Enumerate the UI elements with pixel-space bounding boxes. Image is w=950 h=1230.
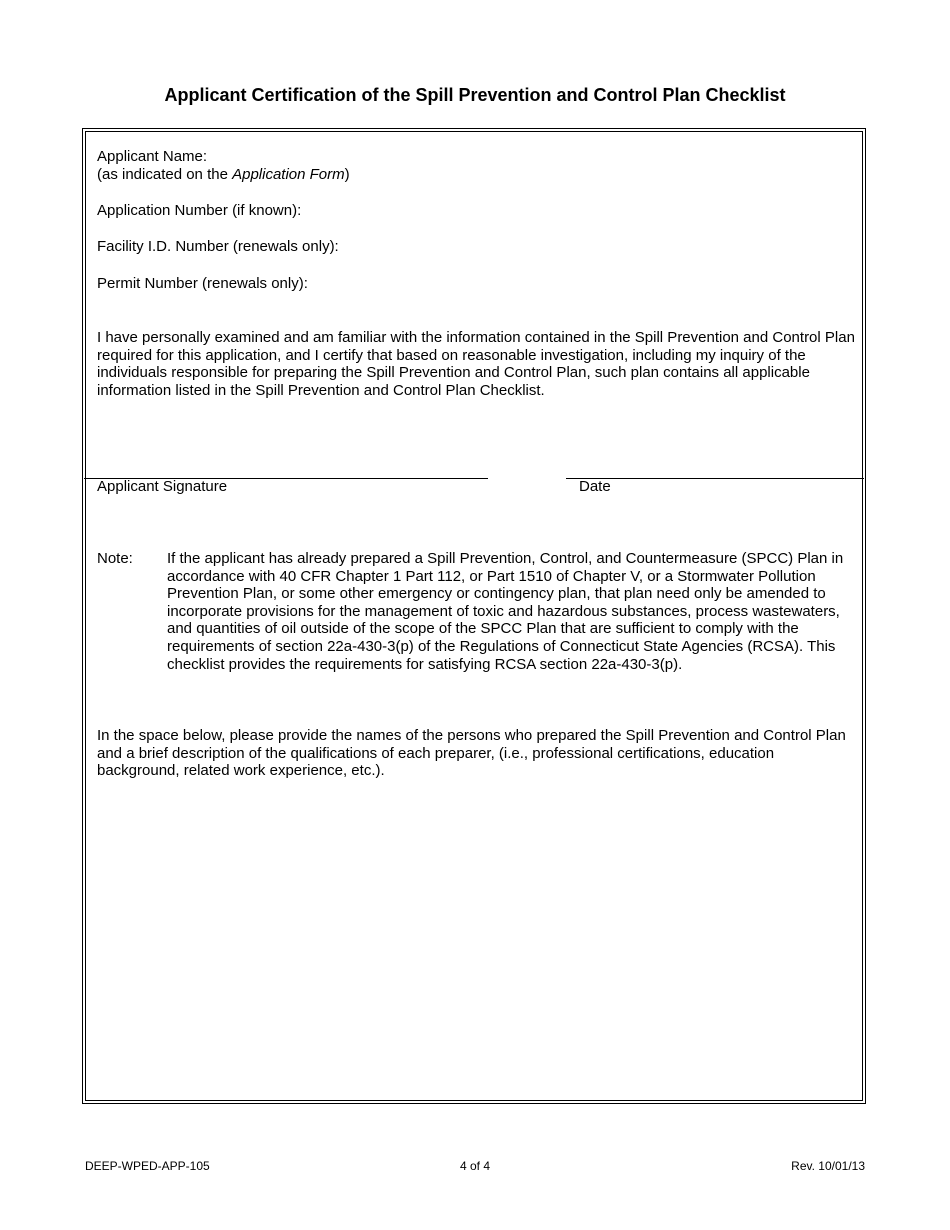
application-number-label: Application Number (if known):	[97, 202, 302, 219]
hint-italic: Application Form	[232, 166, 345, 183]
note-text: If the applicant has already prepared a Spill Prevention, Control, and Countermeasure (SPCC) Plan in accordance with 40 CFR Chapter 1 Part 112, or Part 1510 of Chapter V, or a Stormwater Pollution Prevention Plan, or some other emergency or contingency plan, that plan need only be amended to incorporate provisions for the management of toxic and hazardous substances, process wastewaters, and quantities of oil outside of the scope of the SPCC Plan that are sufficient to comply with the requirements of section 22a-430-3(p) of the Regulations of Connecticut State Agencies (RCSA). This checklist provides the requirements for satisfying RCSA section 22a-430-3(p).	[167, 550, 844, 673]
page-title: Applicant Certification of the Spill Prevention and Control Plan Checklist	[164, 85, 786, 105]
hint-prefix: (as indicated on the	[97, 166, 233, 183]
date-label: Date	[579, 478, 611, 495]
preparers-instruction: In the space below, please provide the names of the persons who prepared the Spill Prevention and Control Plan and a brief description of the qualifications of each preparer, (i.e., professional certifications, education background, related work experience, etc.).	[97, 727, 846, 780]
footer-form-id: DEEP-WPED-APP-105	[85, 1159, 210, 1173]
permit-number-label: Permit Number (renewals only):	[97, 275, 308, 292]
applicant-name-label: Applicant Name:	[97, 148, 208, 165]
footer-page-number: 4 of 4	[459, 1159, 491, 1173]
applicant-signature-label: Applicant Signature	[97, 478, 228, 495]
footer-revision: Rev. 10/01/13	[791, 1159, 865, 1173]
hint-suffix: )	[344, 166, 350, 183]
certification-statement: I have personally examined and am familiar with the information contained in the Spill Prevention and Control Plan required for this application, and I certify that based on reasonable investigation, including my inquiry of the individuals responsible for preparing the Spill Prevention and Control Plan, such plan contains all applicable information listed in the Spill Prevention and Control Plan Checklist.	[97, 329, 855, 399]
note-label: Note:	[97, 550, 133, 567]
applicant-name-hint	[97, 166, 350, 184]
facility-id-label: Facility I.D. Number (renewals only):	[97, 238, 339, 255]
date-line	[566, 478, 864, 479]
